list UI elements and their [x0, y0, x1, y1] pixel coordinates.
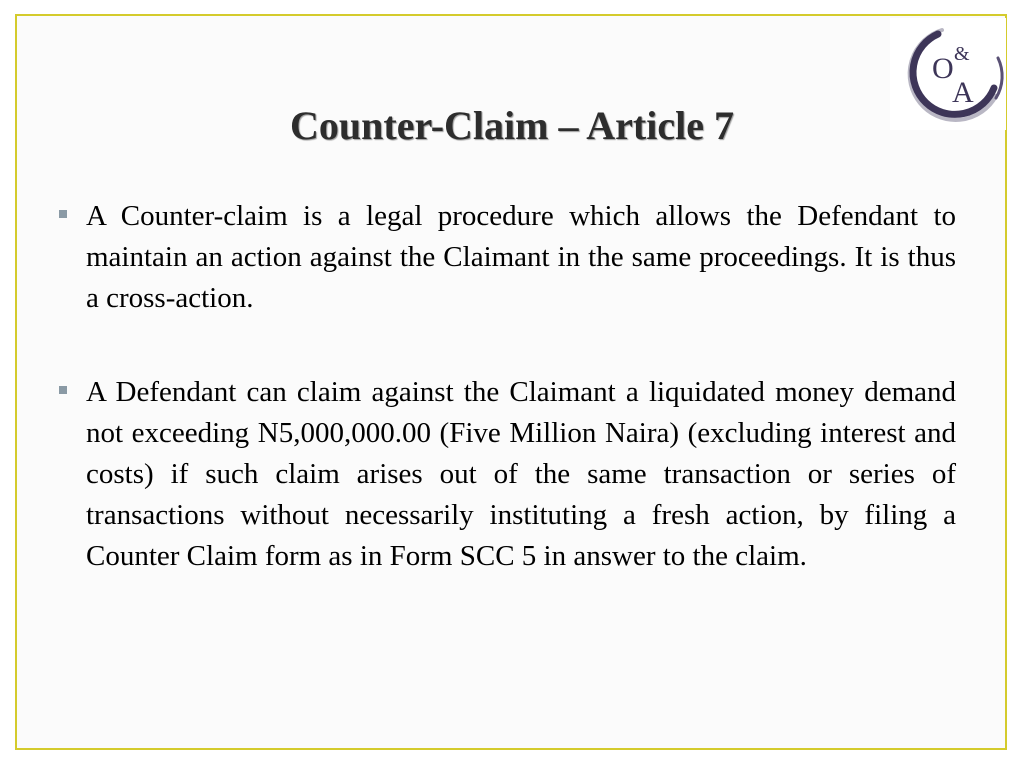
bullet-text: A Defendant can claim against the Claimant a liquidated money demand not exceeding N5,000,000.00 (Five Million Naira) (excluding interest and costs) if such claim arises out of the same transaction or series of transactions without necessarily instituting a fresh action, by filing a Counter Claim form as in Form SCC 5 in answer to the claim.: [86, 376, 956, 572]
slide-title: Counter-Claim – Article 7: [290, 103, 734, 148]
bullet-item: [56, 196, 956, 319]
bullet-item: [56, 372, 956, 577]
bullet-text: A Counter-claim is a legal procedure which allows the Defendant to maintain an action against the Claimant in the same proceedings. It is thus a cross-action.: [86, 200, 956, 314]
logo-letter-o: O: [932, 52, 954, 85]
square-bullet-icon: [59, 210, 67, 218]
bullet-list: [56, 196, 956, 630]
logo-ampersand: &: [954, 43, 970, 65]
square-bullet-icon: [59, 386, 67, 394]
logo-letter-a: A: [952, 76, 974, 109]
